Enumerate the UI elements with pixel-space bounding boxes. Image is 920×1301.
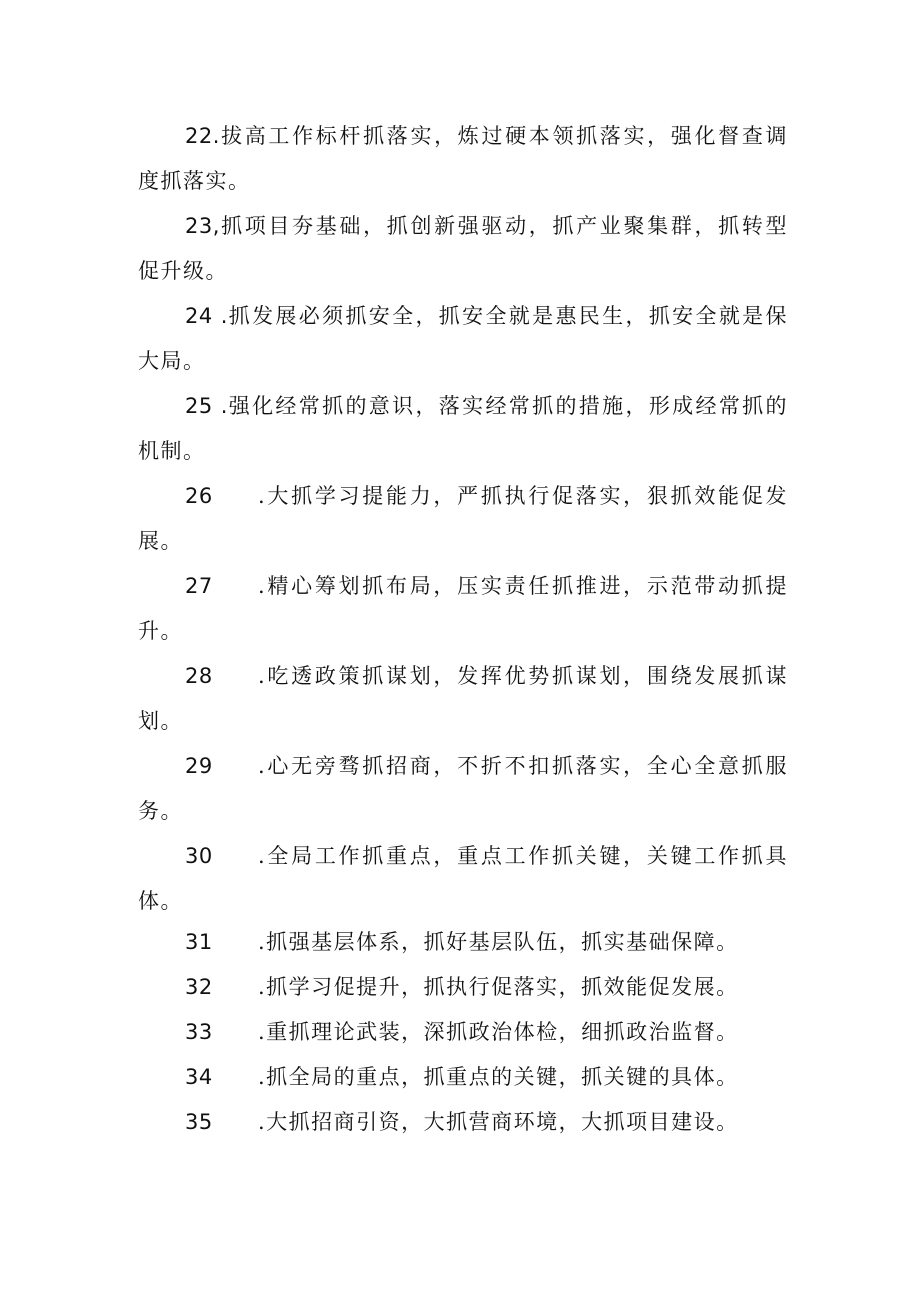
item-line xyxy=(138,564,788,609)
item-number: 32 xyxy=(185,975,213,999)
list-item xyxy=(138,965,788,1010)
list-item xyxy=(138,1100,788,1145)
item-text: .抓全局的重点，抓重点的关键，抓关键的具体。 xyxy=(258,1065,739,1089)
item-line xyxy=(138,1100,788,1145)
item-line xyxy=(138,920,788,965)
item-number: 35 xyxy=(185,1110,213,1134)
item-number: 26 xyxy=(185,484,213,508)
item-text: 抓项目夯基础，抓创新强驱动，抓产业聚集群，抓转型 xyxy=(219,214,788,238)
list-item xyxy=(138,1010,788,1055)
item-number: 29 xyxy=(185,754,213,778)
item-line xyxy=(138,654,788,699)
list-item xyxy=(138,744,788,834)
list-item xyxy=(138,564,788,654)
item-number: 22. xyxy=(185,124,220,148)
item-number: 27 xyxy=(185,574,213,598)
item-number: 34 xyxy=(185,1065,213,1089)
item-line xyxy=(138,965,788,1010)
item-number: 28 xyxy=(185,664,213,688)
item-line xyxy=(138,744,788,789)
item-line: 升。 xyxy=(138,619,183,643)
item-text: .全局工作抓重点，重点工作抓关键，关键工作抓具 xyxy=(258,844,788,868)
item-line xyxy=(138,474,788,519)
item-number: 24 . xyxy=(185,304,228,328)
item-text: .吃透政策抓谋划，发挥优势抓谋划，围绕发展抓谋 xyxy=(258,664,788,688)
item-line: 务。 xyxy=(138,799,183,823)
item-text: 拔高工作标杆抓落实，炼过硬本领抓落实，强化督查调 xyxy=(219,124,788,148)
list-item xyxy=(138,204,788,294)
item-line: 机制。 xyxy=(138,439,206,463)
item-line xyxy=(138,1055,788,1100)
list-item xyxy=(138,920,788,965)
list-item xyxy=(138,1055,788,1100)
item-text: .抓学习促提升，抓执行促落实，抓效能促发展。 xyxy=(258,975,739,999)
item-line: 大局。 xyxy=(138,349,206,373)
item-text: 抓发展必须抓安全，抓安全就是惠民生，抓安全就是保 xyxy=(227,304,789,328)
item-line xyxy=(138,384,788,429)
item-text: .大抓招商引资，大抓营商环境，大抓项目建设。 xyxy=(258,1110,739,1134)
item-text: .大抓学习提能力，严抓执行促落实，狠抓效能促发 xyxy=(258,484,788,508)
item-number: 30 xyxy=(185,844,213,868)
item-text: 强化经常抓的意识，落实经常抓的措施，形成经常抓的 xyxy=(227,394,789,418)
list-item xyxy=(138,474,788,564)
item-line xyxy=(138,204,788,249)
list-item xyxy=(138,834,788,924)
item-line: 体。 xyxy=(138,889,183,913)
item-line: 划。 xyxy=(138,709,183,733)
item-line xyxy=(138,294,788,339)
item-text: .重抓理论武装，深抓政治体检，细抓政治监督。 xyxy=(258,1020,739,1044)
item-text: .抓强基层体系，抓好基层队伍，抓实基础保障。 xyxy=(258,930,739,954)
item-line: 促升级。 xyxy=(138,259,228,283)
item-line xyxy=(138,834,788,879)
item-line xyxy=(138,1010,788,1055)
item-text: .心无旁骛抓招商，不折不扣抓落实，全心全意抓服 xyxy=(258,754,788,778)
list-item xyxy=(138,384,788,474)
list-item xyxy=(138,114,788,204)
list-item xyxy=(138,654,788,744)
list-item xyxy=(138,294,788,384)
item-line: 展。 xyxy=(138,529,183,553)
item-line: 度抓落实。 xyxy=(138,169,251,193)
item-number: 31 xyxy=(185,930,213,954)
item-line xyxy=(138,114,788,159)
item-number: 33 xyxy=(185,1020,213,1044)
item-number: 23, xyxy=(185,214,220,238)
item-text: .精心筹划抓布局，压实责任抓推进，示范带动抓提 xyxy=(258,574,788,598)
item-number: 25 . xyxy=(185,394,228,418)
